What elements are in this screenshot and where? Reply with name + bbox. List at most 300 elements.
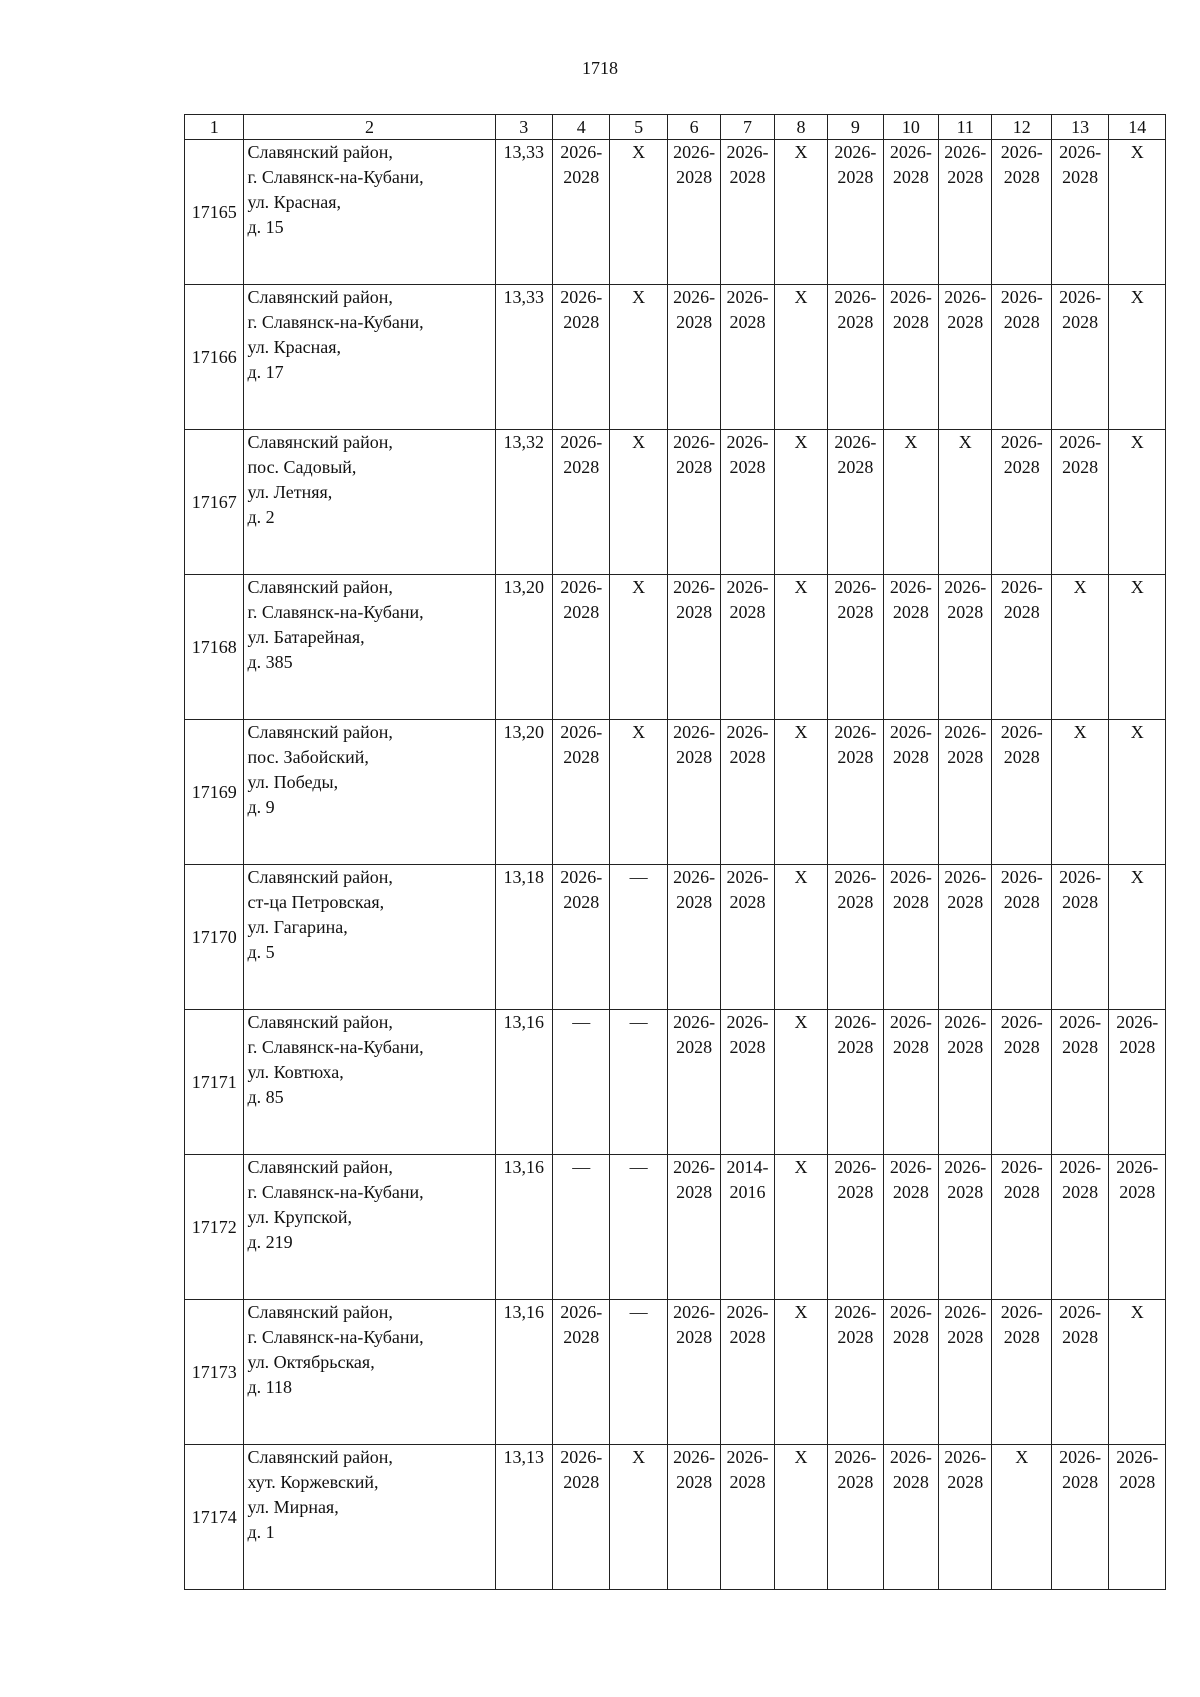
period-cell-col-8 (774, 720, 827, 865)
period-cell-col-13 (1051, 865, 1108, 1010)
period-cell-col-8 (774, 1300, 827, 1445)
period-cell-col-6 (667, 1445, 720, 1590)
period-cell-col-10 (883, 285, 938, 430)
cell-text: 2026- (1059, 1447, 1102, 1467)
cell-text: 2028 (837, 457, 874, 477)
cell-text: 2028 (1062, 1327, 1099, 1347)
cell-text: — (629, 1302, 648, 1322)
period-cell-col-11 (939, 1300, 992, 1445)
address-line: ул. Батарейная, (247, 627, 365, 647)
address-line: ул. Мирная, (247, 1497, 339, 1517)
cell-text: 2028 (1062, 167, 1099, 187)
indicator-value: 13,33 (495, 140, 552, 285)
cell-text: 2026- (944, 722, 987, 742)
period-cell-col-4 (552, 865, 609, 1010)
cell-text: 2026- (726, 1302, 769, 1322)
cell-text: X (632, 1447, 646, 1467)
column-header-4: 4 (552, 115, 609, 140)
record-number: 17166 (185, 285, 244, 430)
address-line: г. Славянск-на-Кубани, (247, 312, 424, 332)
period-cell-col-9 (828, 865, 883, 1010)
cell-text: 2028 (947, 747, 984, 767)
cell-text: X (1130, 1302, 1144, 1322)
address-line: д. 85 (247, 1087, 284, 1107)
cell-text: — (572, 1012, 591, 1032)
column-header-6: 6 (667, 115, 720, 140)
address-line: г. Славянск-на-Кубани, (247, 1037, 424, 1057)
period-cell-col-13 (1051, 1445, 1108, 1590)
period-cell-col-13 (1051, 1010, 1108, 1155)
address-cell (244, 430, 495, 575)
period-cell-col-12 (992, 1300, 1051, 1445)
period-cell-col-4 (552, 1155, 609, 1300)
cell-text: 2028 (729, 1037, 766, 1057)
indicator-value: 13,32 (495, 430, 552, 575)
period-cell-col-4 (552, 1300, 609, 1445)
period-cell-col-5 (610, 140, 667, 285)
period-cell-col-11 (939, 285, 992, 430)
cell-text: 2026- (944, 577, 987, 597)
period-cell-col-8 (774, 1445, 827, 1590)
address-line: Славянский район, (247, 287, 393, 307)
period-cell-col-7 (721, 1155, 774, 1300)
cell-text: 2014- (726, 1157, 769, 1177)
page-number: 1718 (582, 58, 618, 78)
cell-text: 2028 (1062, 1472, 1099, 1492)
period-cell-col-4 (552, 285, 609, 430)
cell-text: 2028 (947, 602, 984, 622)
cell-text: 2028 (837, 747, 874, 767)
cell-text: 2028 (837, 312, 874, 332)
period-cell-col-5 (610, 865, 667, 1010)
period-cell-col-7 (721, 1445, 774, 1590)
cell-text: X (632, 722, 646, 742)
cell-text: 2026- (673, 1157, 716, 1177)
cell-text: 2028 (837, 1037, 874, 1057)
period-cell-col-6 (667, 1155, 720, 1300)
cell-text: X (794, 432, 808, 452)
record-number: 17165 (185, 140, 244, 285)
cell-text: 2028 (947, 1037, 984, 1057)
cell-text: X (904, 432, 918, 452)
period-cell-col-9 (828, 720, 883, 865)
address-line: пос. Забойский, (247, 747, 369, 767)
cell-text: X (632, 577, 646, 597)
cell-text: 2026- (560, 287, 603, 307)
cell-text: 2026- (1059, 1012, 1102, 1032)
cell-text: 2028 (837, 167, 874, 187)
cell-text: 2028 (1003, 167, 1040, 187)
cell-text: 2026- (1000, 142, 1043, 162)
cell-text: 2026- (673, 287, 716, 307)
table-row (185, 1155, 1166, 1300)
period-cell-col-10 (883, 575, 938, 720)
address-line: Славянский район, (247, 1157, 393, 1177)
cell-text: 2028 (563, 167, 600, 187)
cell-text: 2028 (947, 167, 984, 187)
period-cell-col-13 (1051, 430, 1108, 575)
address-line: ул. Летняя, (247, 482, 333, 502)
cell-text: X (632, 432, 646, 452)
table-row (185, 1010, 1166, 1155)
cell-text: 2028 (563, 1472, 600, 1492)
cell-text: X (1130, 142, 1144, 162)
cell-text: 2028 (892, 312, 929, 332)
period-cell-col-12 (992, 285, 1051, 430)
period-cell-col-10 (883, 1010, 938, 1155)
period-cell-col-4 (552, 720, 609, 865)
cell-text: 2026- (673, 142, 716, 162)
cell-text: 2028 (1119, 1472, 1156, 1492)
address-line: д. 385 (247, 652, 293, 672)
period-cell-col-5 (610, 1010, 667, 1155)
indicator-value: 13,16 (495, 1155, 552, 1300)
address-line: г. Славянск-на-Кубани, (247, 167, 424, 187)
cell-text: X (794, 1157, 808, 1177)
period-cell-col-10 (883, 140, 938, 285)
cell-text: 2026- (944, 1012, 987, 1032)
period-cell-col-5 (610, 430, 667, 575)
indicator-value: 13,13 (495, 1445, 552, 1590)
period-cell-col-14 (1109, 1010, 1166, 1155)
cell-text: 2026- (673, 1302, 716, 1322)
address-cell (244, 285, 495, 430)
cell-text: 2026- (834, 142, 877, 162)
cell-text: 2026- (834, 1447, 877, 1467)
cell-text: X (794, 722, 808, 742)
address-line: д. 219 (247, 1232, 293, 1252)
cell-text: 2026- (889, 1157, 932, 1177)
cell-text: 2026- (944, 867, 987, 887)
address-line: Славянский район, (247, 722, 393, 742)
cell-text: 2026- (834, 577, 877, 597)
cell-text: 2026- (889, 577, 932, 597)
cell-text: 2026- (726, 432, 769, 452)
cell-text: X (1073, 577, 1087, 597)
period-cell-col-4 (552, 1445, 609, 1590)
period-cell-col-9 (828, 285, 883, 430)
table-row (185, 720, 1166, 865)
cell-text: 2028 (1003, 312, 1040, 332)
period-cell-col-14 (1109, 285, 1166, 430)
address-line: д. 9 (247, 797, 275, 817)
period-cell-col-4 (552, 1010, 609, 1155)
period-cell-col-4 (552, 140, 609, 285)
cell-text: 2026- (726, 142, 769, 162)
cell-text: 2028 (676, 1327, 713, 1347)
period-cell-col-6 (667, 865, 720, 1010)
period-cell-col-8 (774, 430, 827, 575)
indicator-value: 13,18 (495, 865, 552, 1010)
period-cell-col-6 (667, 720, 720, 865)
cell-text: 2026- (889, 287, 932, 307)
cell-text: 2028 (676, 747, 713, 767)
cell-text: 2026- (1059, 287, 1102, 307)
period-cell-col-6 (667, 1010, 720, 1155)
cell-text: X (1130, 867, 1144, 887)
period-cell-col-10 (883, 1155, 938, 1300)
period-cell-col-13 (1051, 1300, 1108, 1445)
period-cell-col-7 (721, 720, 774, 865)
cell-text: 2028 (1062, 1182, 1099, 1202)
period-cell-col-11 (939, 575, 992, 720)
cell-text: X (794, 287, 808, 307)
period-cell-col-5 (610, 1300, 667, 1445)
cell-text: 2028 (676, 602, 713, 622)
table-row (185, 430, 1166, 575)
period-cell-col-9 (828, 1445, 883, 1590)
cell-text: 2028 (892, 747, 929, 767)
address-line: д. 1 (247, 1522, 275, 1542)
column-header-1: 1 (185, 115, 244, 140)
cell-text: 2028 (947, 1182, 984, 1202)
cell-text: 2028 (892, 892, 929, 912)
cell-text: 2026- (726, 867, 769, 887)
cell-text: — (572, 1157, 591, 1177)
cell-text: 2026- (560, 867, 603, 887)
cell-text: 2026- (1000, 867, 1043, 887)
address-line: ул. Победы, (247, 772, 339, 792)
cell-text: 2028 (892, 1182, 929, 1202)
cell-text: 2028 (837, 602, 874, 622)
cell-text: 2028 (1062, 1037, 1099, 1057)
cell-text: X (794, 1012, 808, 1032)
cell-text: 2026- (834, 1012, 877, 1032)
cell-text: 2028 (729, 892, 766, 912)
period-cell-col-7 (721, 285, 774, 430)
table-row (185, 285, 1166, 430)
period-cell-col-5 (610, 1445, 667, 1590)
period-cell-col-7 (721, 430, 774, 575)
cell-text: 2026- (1000, 722, 1043, 742)
record-number: 17174 (185, 1445, 244, 1590)
period-cell-col-11 (939, 430, 992, 575)
period-cell-col-4 (552, 430, 609, 575)
cell-text: X (632, 142, 646, 162)
cell-text: X (794, 1447, 808, 1467)
period-cell-col-12 (992, 575, 1051, 720)
cell-text: 2028 (676, 167, 713, 187)
address-line: Славянский район, (247, 142, 393, 162)
cell-text: X (958, 432, 972, 452)
cell-text: 2026- (1000, 1012, 1043, 1032)
column-header-14: 14 (1109, 115, 1166, 140)
column-header-12: 12 (992, 115, 1051, 140)
cell-text: 2028 (1003, 457, 1040, 477)
cell-text: 2016 (729, 1182, 766, 1202)
cell-text: 2028 (729, 312, 766, 332)
period-cell-col-4 (552, 575, 609, 720)
record-number: 17171 (185, 1010, 244, 1155)
cell-text: X (794, 867, 808, 887)
cell-text: 2028 (729, 1472, 766, 1492)
cell-text: 2028 (729, 602, 766, 622)
cell-text: 2028 (947, 892, 984, 912)
period-cell-col-11 (939, 865, 992, 1010)
cell-text: 2026- (726, 722, 769, 742)
cell-text: 2028 (563, 602, 600, 622)
table-row (185, 1300, 1166, 1445)
record-number: 17173 (185, 1300, 244, 1445)
cell-text: 2028 (947, 1327, 984, 1347)
address-line: пос. Садовый, (247, 457, 357, 477)
cell-text: 2026- (726, 287, 769, 307)
address-line: Славянский район, (247, 1012, 393, 1032)
cell-text: 2026- (673, 867, 716, 887)
period-cell-col-14 (1109, 1300, 1166, 1445)
record-number: 17167 (185, 430, 244, 575)
cell-text: 2026- (560, 577, 603, 597)
address-line: Славянский район, (247, 1302, 393, 1322)
period-cell-col-14 (1109, 430, 1166, 575)
period-cell-col-10 (883, 865, 938, 1010)
period-cell-col-5 (610, 720, 667, 865)
table-header-row (185, 115, 1166, 140)
cell-text: 2026- (1000, 432, 1043, 452)
cell-text: 2028 (676, 1182, 713, 1202)
period-cell-col-11 (939, 1445, 992, 1590)
period-cell-col-12 (992, 865, 1051, 1010)
record-number: 17170 (185, 865, 244, 1010)
address-line: Славянский район, (247, 432, 393, 452)
table-row (185, 865, 1166, 1010)
address-line: Славянский район, (247, 1447, 393, 1467)
period-cell-col-7 (721, 575, 774, 720)
cell-text: 2026- (560, 1447, 603, 1467)
cell-text: 2026- (889, 1302, 932, 1322)
cell-text: 2026- (944, 1302, 987, 1322)
cell-text: 2026- (1116, 1157, 1159, 1177)
column-header-3: 3 (495, 115, 552, 140)
address-line: д. 15 (247, 217, 284, 237)
period-cell-col-7 (721, 1010, 774, 1155)
cell-text: 2028 (1003, 602, 1040, 622)
period-cell-col-13 (1051, 1155, 1108, 1300)
cell-text: 2026- (560, 1302, 603, 1322)
address-cell (244, 1445, 495, 1590)
period-cell-col-13 (1051, 140, 1108, 285)
period-cell-col-9 (828, 430, 883, 575)
address-line: г. Славянск-на-Кубани, (247, 1327, 424, 1347)
table-row (185, 1445, 1166, 1590)
period-cell-col-11 (939, 720, 992, 865)
period-cell-col-6 (667, 140, 720, 285)
period-cell-col-10 (883, 1300, 938, 1445)
period-cell-col-5 (610, 575, 667, 720)
cell-text: 2028 (676, 312, 713, 332)
period-cell-col-9 (828, 1155, 883, 1300)
cell-text: 2026- (726, 1012, 769, 1032)
period-cell-col-7 (721, 865, 774, 1010)
cell-text: 2028 (729, 1327, 766, 1347)
cell-text: 2028 (1003, 747, 1040, 767)
cell-text: 2026- (1000, 1302, 1043, 1322)
cell-text: 2028 (1003, 1182, 1040, 1202)
column-header-10: 10 (883, 115, 938, 140)
record-number: 17169 (185, 720, 244, 865)
cell-text: 2026- (1059, 1302, 1102, 1322)
cell-text: 2028 (1003, 1327, 1040, 1347)
cell-text: 2028 (837, 892, 874, 912)
address-cell (244, 575, 495, 720)
column-header-11: 11 (939, 115, 992, 140)
cell-text: 2028 (676, 892, 713, 912)
cell-text: 2028 (729, 457, 766, 477)
cell-text: 2026- (1059, 1157, 1102, 1177)
cell-text: 2028 (563, 312, 600, 332)
cell-text: X (1015, 1447, 1029, 1467)
period-cell-col-10 (883, 430, 938, 575)
cell-text: 2028 (1119, 1037, 1156, 1057)
period-cell-col-8 (774, 865, 827, 1010)
column-header-9: 9 (828, 115, 883, 140)
cell-text: 2026- (726, 577, 769, 597)
cell-text: — (629, 867, 648, 887)
address-line: д. 118 (247, 1377, 292, 1397)
address-line: д. 2 (247, 507, 275, 527)
period-cell-col-13 (1051, 285, 1108, 430)
cell-text: X (794, 577, 808, 597)
cell-text: 2028 (947, 312, 984, 332)
cell-text: 2026- (889, 142, 932, 162)
address-line: г. Славянск-на-Кубани, (247, 1182, 424, 1202)
cell-text: 2028 (892, 167, 929, 187)
cell-text: 2028 (947, 1472, 984, 1492)
cell-text: 2026- (944, 142, 987, 162)
cell-text: X (632, 287, 646, 307)
cell-text: 2028 (1062, 312, 1099, 332)
cell-text: 2028 (729, 747, 766, 767)
period-cell-col-14 (1109, 865, 1166, 1010)
address-line: Славянский район, (247, 577, 393, 597)
period-cell-col-11 (939, 1155, 992, 1300)
cell-text: 2026- (889, 1012, 932, 1032)
column-header-7: 7 (721, 115, 774, 140)
period-cell-col-13 (1051, 575, 1108, 720)
cell-text: 2028 (892, 1327, 929, 1347)
cell-text: 2026- (560, 722, 603, 742)
cell-text: 2026- (834, 867, 877, 887)
cell-text: 2026- (1059, 867, 1102, 887)
address-cell (244, 720, 495, 865)
period-cell-col-10 (883, 720, 938, 865)
indicator-value: 13,16 (495, 1300, 552, 1445)
cell-text: 2028 (563, 892, 600, 912)
address-cell (244, 865, 495, 1010)
cell-text: 2026- (834, 287, 877, 307)
address-line: ул. Октябрьская, (247, 1352, 375, 1372)
address-line: ул. Красная, (247, 337, 342, 357)
cell-text: 2026- (1059, 142, 1102, 162)
period-cell-col-11 (939, 1010, 992, 1155)
period-cell-col-13 (1051, 720, 1108, 865)
cell-text: 2026- (889, 722, 932, 742)
address-line: хут. Коржевский, (247, 1472, 379, 1492)
period-cell-col-8 (774, 1010, 827, 1155)
period-cell-col-14 (1109, 1445, 1166, 1590)
address-line: Славянский район, (247, 867, 393, 887)
cell-text: 2026- (834, 722, 877, 742)
cell-text: 2026- (673, 1012, 716, 1032)
period-cell-col-12 (992, 1155, 1051, 1300)
period-cell-col-8 (774, 1155, 827, 1300)
period-cell-col-12 (992, 1445, 1051, 1590)
period-cell-col-7 (721, 140, 774, 285)
cell-text: — (629, 1157, 648, 1177)
table-row (185, 575, 1166, 720)
record-number: 17172 (185, 1155, 244, 1300)
address-cell (244, 1010, 495, 1155)
